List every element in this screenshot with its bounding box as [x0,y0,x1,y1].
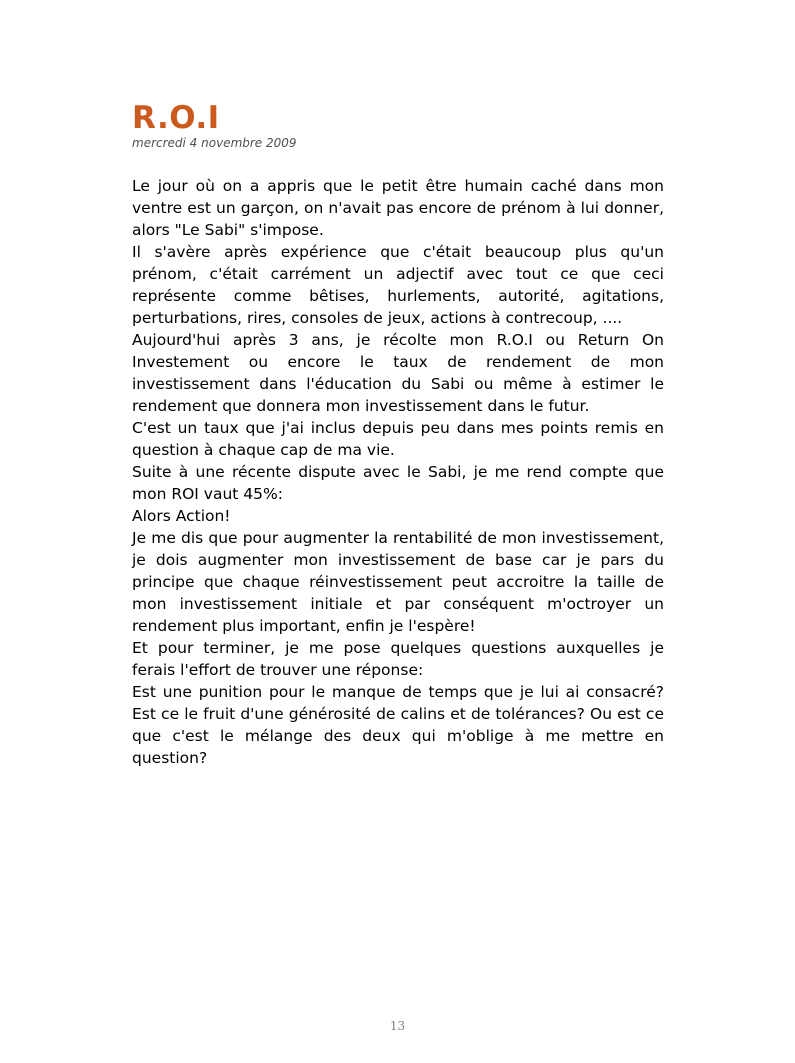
article-body [132,175,664,769]
paragraph: Alors Action! [132,507,231,525]
page-number: 13 [389,1019,406,1033]
article [132,100,664,769]
paragraph: C'est un taux que j'ai inclus depuis peu dans mes points remis en question à chaque cap de ma vie. [132,419,664,459]
paragraph: Il s'avère après expérience que c'était beaucoup plus qu'un prénom, c'était carrément un adjectif avec tout ce que ceci représente comme bêtises, hurlements, autorité, agitations, perturbations, rires, consoles de jeux, actions à contrecoup, .... [132,243,664,327]
paragraph: Je me dis que pour augmenter la rentabilité de mon investissement, je dois augmenter mon investissement de base car je pars du principe que chaque réinvestissement peut accroitre la taille de mon investissement initiale et par conséquent m'octroyer un rendement plus important, enfin je l'espère! [132,529,664,635]
paragraph: Le jour où on a appris que le petit être humain caché dans mon ventre est un garçon, on n'avait pas encore de prénom à lui donner, alors "Le Sabi" s'impose. [132,177,664,239]
paragraph: Est une punition pour le manque de temps que je lui ai consacré? Est ce le fruit d'une générosité de calins et de tolérances? Ou est ce que c'est le mélange des deux qui m'oblige à me mettre en question? [132,683,664,767]
article-date: mercredi 4 novembre 2009 [132,136,297,150]
paragraph: Et pour terminer, je me pose quelques questions auxquelles je ferais l'effort de trouver une réponse: [132,639,664,679]
paragraph: Suite à une récente dispute avec le Sabi, je me rend compte que mon ROI vaut 45%: [132,463,664,503]
article-title: R.O.I [132,100,220,136]
paragraph: Aujourd'hui après 3 ans, je récolte mon R.O.I ou Return On Investement ou encore le taux de rendement de mon investissement dans l'éducation du Sabi ou même à estimer le rendement que donnera mon investissement dans le futur. [132,331,664,415]
